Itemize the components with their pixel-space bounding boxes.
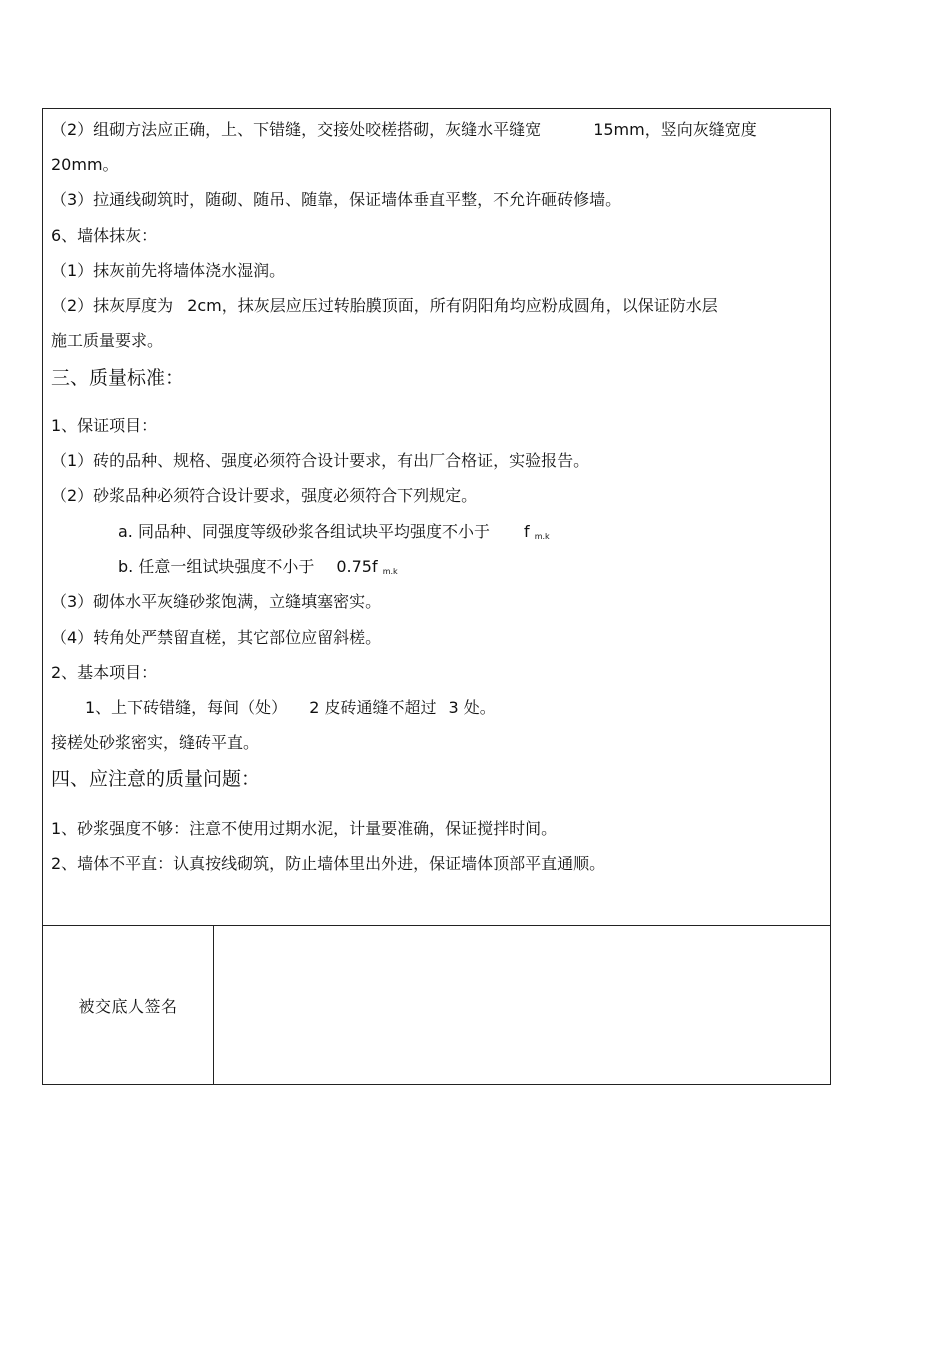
text-line: （2）抹灰厚度为 2cm，抹灰层应压过转胎膜顶面，所有阴阳角均应粉成圆角，以保证防水层 (51, 296, 718, 315)
text-line: 接槎处砂浆密实，缝砖平直。 (51, 733, 260, 752)
section-heading: 四、应注意的质量问题： (51, 768, 261, 790)
text-line: （2）组砌方法应正确，上、下错缝，交接处咬槎搭砌，灰缝水平缝宽 15mm，竖向灰缝宽度 (51, 120, 757, 139)
text-line: 2、基本项目： (51, 663, 158, 682)
text-line: （1）抹灰前先将墙体浇水湿润。 (51, 261, 286, 280)
text-line: 1、上下砖错缝，每间（处） 2 皮砖通缝不超过 3 处。 (85, 698, 496, 717)
text-line: （1）砖的品种、规格、强度必须符合设计要求，有出厂合格证，实验报告。 (51, 451, 590, 470)
signature-label-cell (43, 926, 214, 1084)
text-line: （2）砂浆品种必须符合设计要求，强度必须符合下列规定。 (51, 486, 478, 505)
text-line: a. 同品种、同强度等级砂浆各组试块平均强度不小于 f $_{m.k}$ (118, 522, 550, 541)
text-line: （3）砌体水平灰缝砂浆饱满，立缝填塞密实。 (51, 592, 382, 611)
text-line: 施工质量要求。 (51, 331, 164, 350)
content-cell (43, 109, 830, 926)
text-line: 6、墙体抹灰： (51, 226, 158, 245)
signature-label: 被交底人签名 (78, 996, 178, 1016)
disclosure-table (42, 108, 831, 1085)
section-heading: 三、质量标准： (51, 367, 185, 389)
text-line: b. 任意一组试块强度不小于 0.75f $_{m.k}$ (118, 557, 398, 576)
text-line: （3）拉通线砌筑时，随砌、随吊、随靠，保证墙体垂直平整，不允许砸砖修墙。 (51, 190, 622, 209)
text-line: 2、墙体不平直：认真按线砌筑，防止墙体里出外进，保证墙体顶部平直通顺。 (51, 854, 606, 873)
text-line: 1、保证项目： (51, 416, 158, 435)
text-line: 1、砂浆强度不够：注意不使用过期水泥，计量要准确，保证搅拌时间。 (51, 819, 558, 838)
text-line: （4）转角处严禁留直槎，其它部位应留斜槎。 (51, 628, 382, 647)
signature-field[interactable] (214, 926, 830, 1084)
text-line: 20mm。 (51, 155, 119, 174)
